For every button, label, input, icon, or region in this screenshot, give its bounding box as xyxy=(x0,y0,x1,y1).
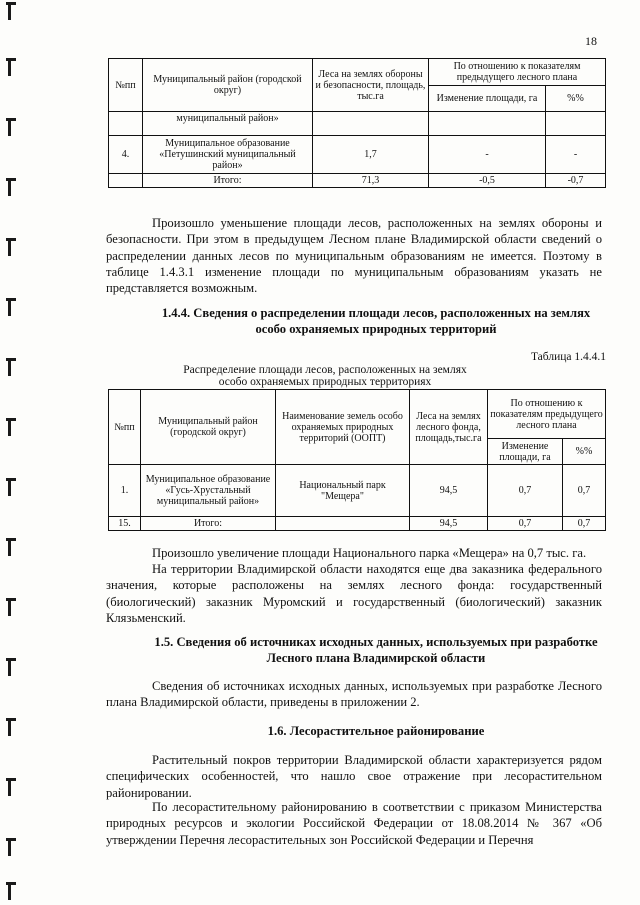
cell-num: 1. xyxy=(109,465,141,517)
cell-total-label: Итого: xyxy=(141,517,276,531)
cell-total-change: 0,7 xyxy=(488,517,563,531)
col-num-header: №пп xyxy=(109,59,143,112)
paragraph-defense-lands: Произошло уменьшение площади лесов, расположенных на землях обороны и безопасности. При этом в предыдущем Лесном плане Владимирской области сведений о распределении данных лесов по муниципальным образованиям не имеется. Поэтому в таблице 1.4.3.1 изменение площади по муниципальным образованиям указать не представляется возможным. xyxy=(106,216,602,296)
paragraph-sources: Сведения об источниках исходных данных, используемых при разработке Лесного плана Владимирской области, приведены в приложении 2. xyxy=(106,679,602,710)
paragraph-reserves: На территории Владимирской области находятся еще два заказника федерального значения, которые расположены на землях лесного фонда: государственный (биологический) заказник Муромский и государственный (биологический) заказник Клязьменский. xyxy=(106,562,602,625)
col-relation-header: По отношению к показателям предыдущего лесного плана xyxy=(488,390,606,439)
table-row xyxy=(109,112,606,136)
cell-area: 94,5 xyxy=(410,465,488,517)
col-area-header: Леса на землях обороны и безопасности, площадь, тыс.га xyxy=(313,59,429,112)
cell-name: Национальный парк "Мещера" xyxy=(276,465,410,517)
table-row xyxy=(109,465,606,517)
binder-punch-marks xyxy=(6,0,20,905)
col-pct-header: %% xyxy=(563,439,606,465)
cell-total-change: -0,5 xyxy=(429,174,546,188)
col-num-header: №пп xyxy=(109,390,141,465)
page-number: 18 xyxy=(585,34,597,48)
table-total-row xyxy=(109,174,606,188)
col-district-header: Муниципальный район (городской округ) xyxy=(143,59,313,112)
table-defense-lands xyxy=(108,58,606,188)
cell-district: Муниципальное образование «Гусь-Хрустальный муниципальный район» xyxy=(141,465,276,517)
cell-change: 0,7 xyxy=(488,465,563,517)
cell-num: 4. xyxy=(109,136,143,174)
col-change-header: Изменение площади, га xyxy=(488,439,563,465)
paragraph-vegetation: Растительный покров территории Владимирской области характеризуется рядом специфических особенностей, что нашло свое отражение при лесорастительном районировании. xyxy=(106,753,602,800)
cell-district: Муниципальное образование «Петушинский муниципальный район» xyxy=(143,136,313,174)
section-heading-1-6: 1.6. Лесорастительное районирование xyxy=(267,724,485,738)
table-protected-territories xyxy=(108,389,606,531)
paragraph-meshchera: Произошло увеличение площади Национального парка «Мещера» на 0,7 тыс. га. xyxy=(152,546,587,560)
col-area-header: Леса на землях лесного фонда, площадь,тыс.га xyxy=(410,390,488,465)
cell-change: - xyxy=(429,136,546,174)
cell-pct: 0,7 xyxy=(563,465,606,517)
cell-total-area: 94,5 xyxy=(410,517,488,531)
paragraph-zoning: По лесорастительному районированию в соответствии с приказом Министерства природных ресурсов и экологии Российской Федерации от 18.08.2014 № 367 «Об утверждении Перечня лесорастительных зон Российской Федерации и Перечня xyxy=(106,800,602,847)
table-caption: Распределение площади лесов, расположенных на землях особо охраняемых природных территориях xyxy=(183,364,467,388)
col-relation-header: По отношению к показателям предыдущего лесного плана xyxy=(429,59,606,86)
section-heading-1-5: 1.5. Сведения об источниках исходных данных, используемых при разработке Лесного плана Владимирской области xyxy=(154,635,598,665)
col-district-header: Муниципальный район (городской округ) xyxy=(141,390,276,465)
cell-total-pct: 0,7 xyxy=(563,517,606,531)
cell-total-area: 71,3 xyxy=(313,174,429,188)
cell-area: 1,7 xyxy=(313,136,429,174)
col-pct-header: %% xyxy=(546,86,606,112)
cell-num: 15. xyxy=(109,517,141,531)
table-label: Таблица 1.4.4.1 xyxy=(530,351,606,363)
cell-total-pct: -0,7 xyxy=(546,174,606,188)
cell-district: муниципальный район» xyxy=(143,112,313,136)
col-change-header: Изменение площади, га xyxy=(429,86,546,112)
cell-pct: - xyxy=(546,136,606,174)
col-name-header: Наименование земель особо охраняемых природных территорий (ООПТ) xyxy=(276,390,410,465)
table-row xyxy=(109,136,606,174)
table-total-row xyxy=(109,517,606,531)
section-heading-1-4-4: 1.4.4. Сведения о распределении площади лесов, расположенных на землях особо охраняемых природных территорий xyxy=(161,306,591,336)
cell-total-label: Итого: xyxy=(143,174,313,188)
